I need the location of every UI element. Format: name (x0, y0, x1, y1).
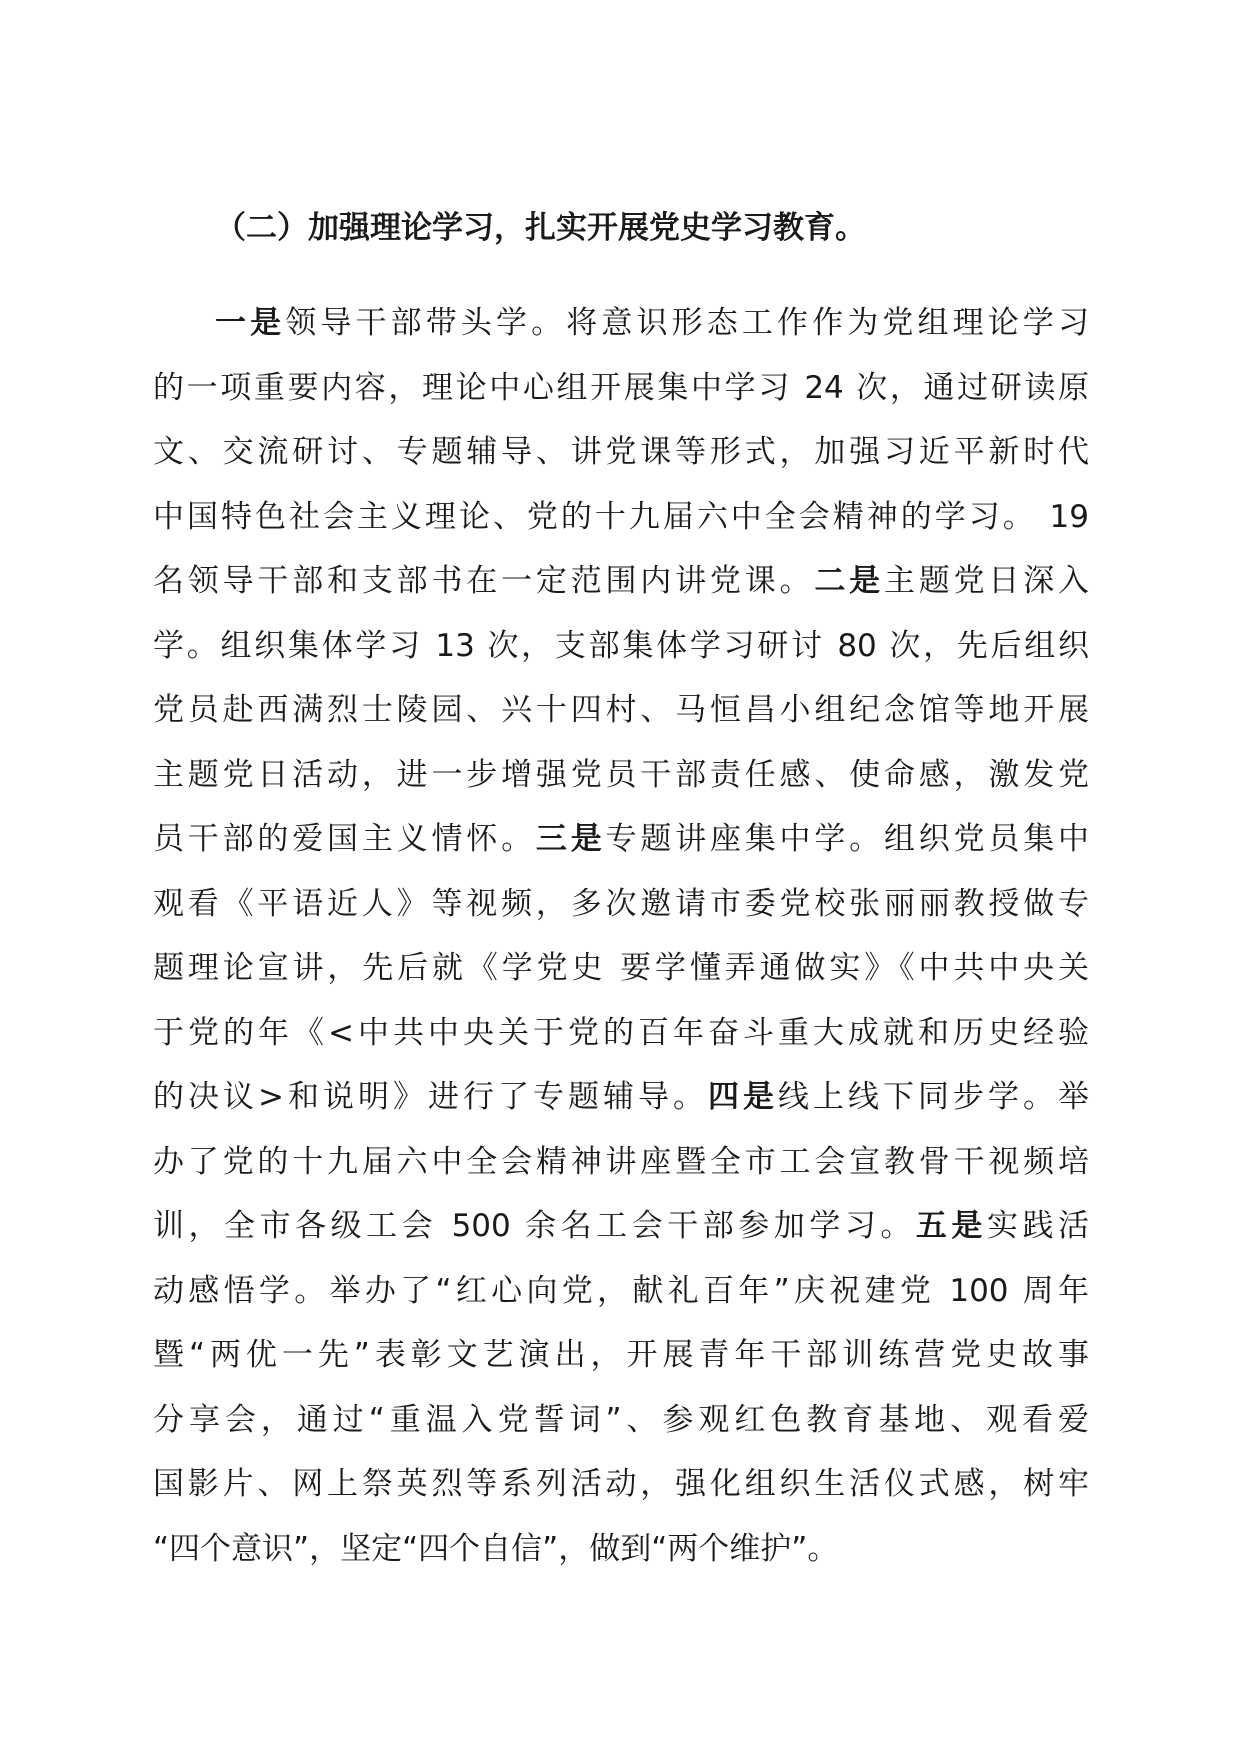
text-run: 主题党日深入 (883, 563, 1090, 599)
text-run: 的决议>和说明》进行了专题辅导。 (153, 1079, 708, 1115)
text-run: 题理论宣讲，先后就《学党史 要学懂弄通做实》《中共中央关 (153, 950, 1089, 986)
section-heading: （二）加强理论学习，扎实开展党史学习教育。 (215, 210, 866, 246)
text-run: 领导干部带头学。将意识形态工作作为党组理论学习 (285, 305, 1089, 341)
text-run: 动感悟学。举办了“红心向党，献礼百年”庆祝建党 100 周年 (153, 1272, 1089, 1309)
body-paragraph (153, 291, 1089, 1581)
text-run: 于党的年《<中共中央关于党的百年奋斗重大成就和历史经验 (153, 1014, 1089, 1051)
text-run: 实践活 (986, 1208, 1090, 1244)
text-run: 的一项重要内容，理论中心组开展集中学习 24 次，通过研读原 (153, 369, 1089, 406)
text-run: 暨“两优一先”表彰文艺演出，开展青年干部训练营党史故事 (153, 1337, 1089, 1373)
text-run: 主题党日活动，进一步增强党员干部责任感、使命感，激发党 (153, 756, 1089, 793)
text-line (153, 807, 1089, 872)
text-line (153, 1130, 1089, 1195)
text-line (153, 936, 1089, 1001)
bold-lead-phrase: 三是 (535, 821, 606, 857)
text-line (153, 614, 1089, 679)
text-run: 文、交流研讨、专题辅导、讲党课等形式，加强习近平新时代 (153, 434, 1089, 470)
text-run: 观看《平语近人》等视频，多次邀请市委党校张丽丽教授做专 (153, 885, 1089, 922)
text-run: 线上线下同步学。举 (778, 1079, 1090, 1115)
text-line (153, 291, 1089, 356)
bold-lead-phrase: 一是 (215, 305, 286, 341)
text-line (153, 1259, 1089, 1324)
text-line (153, 1517, 1089, 1582)
bold-lead-phrase: 五是 (915, 1208, 987, 1244)
text-run: 国影片、网上祭英烈等系列活动，强化组织生活仪式感，树牢 (153, 1466, 1089, 1502)
text-line (153, 485, 1089, 550)
text-line (153, 420, 1089, 485)
text-line (153, 1001, 1089, 1066)
text-line (153, 743, 1089, 808)
text-line (153, 1452, 1089, 1517)
text-line (153, 549, 1089, 614)
text-run: 分享会，通过“重温入党誓词”、参观红色教育基地、观看爱 (153, 1401, 1089, 1438)
text-run: 党员赴西满烈士陵园、兴十四村、马恒昌小组纪念馆等地开展 (153, 692, 1089, 728)
text-line (153, 1388, 1089, 1453)
text-run: 专题讲座集中学。组织党员集中 (605, 821, 1090, 857)
document-page (153, 0, 1089, 1754)
text-run: “四个意识”，坚定“四个自信”，做到“两个维护”。 (153, 1530, 839, 1567)
text-line (153, 356, 1089, 421)
text-line (153, 1065, 1089, 1130)
text-line (153, 678, 1089, 743)
bold-lead-phrase: 二是 (814, 563, 884, 599)
text-line (153, 872, 1089, 937)
text-run: 名领导干部和支部书在一定范围内讲党课。 (153, 563, 815, 599)
text-line (153, 1194, 1089, 1259)
bold-lead-phrase: 四是 (707, 1079, 778, 1115)
text-run: 学。组织集体学习 13 次，支部集体学习研讨 80 次，先后组织 (153, 627, 1089, 664)
text-run: 中国特色社会主义理论、党的十九届六中全会精神的学习。 19 (153, 498, 1089, 535)
text-line (153, 1323, 1089, 1388)
text-run: 训，全市各级工会 500 余名工会干部参加学习。 (153, 1208, 916, 1244)
text-run: 办了党的十九届六中全会精神讲座暨全市工会宣教骨干视频培 (153, 1143, 1089, 1180)
text-run: 员干部的爱国主义情怀。 (153, 821, 536, 857)
